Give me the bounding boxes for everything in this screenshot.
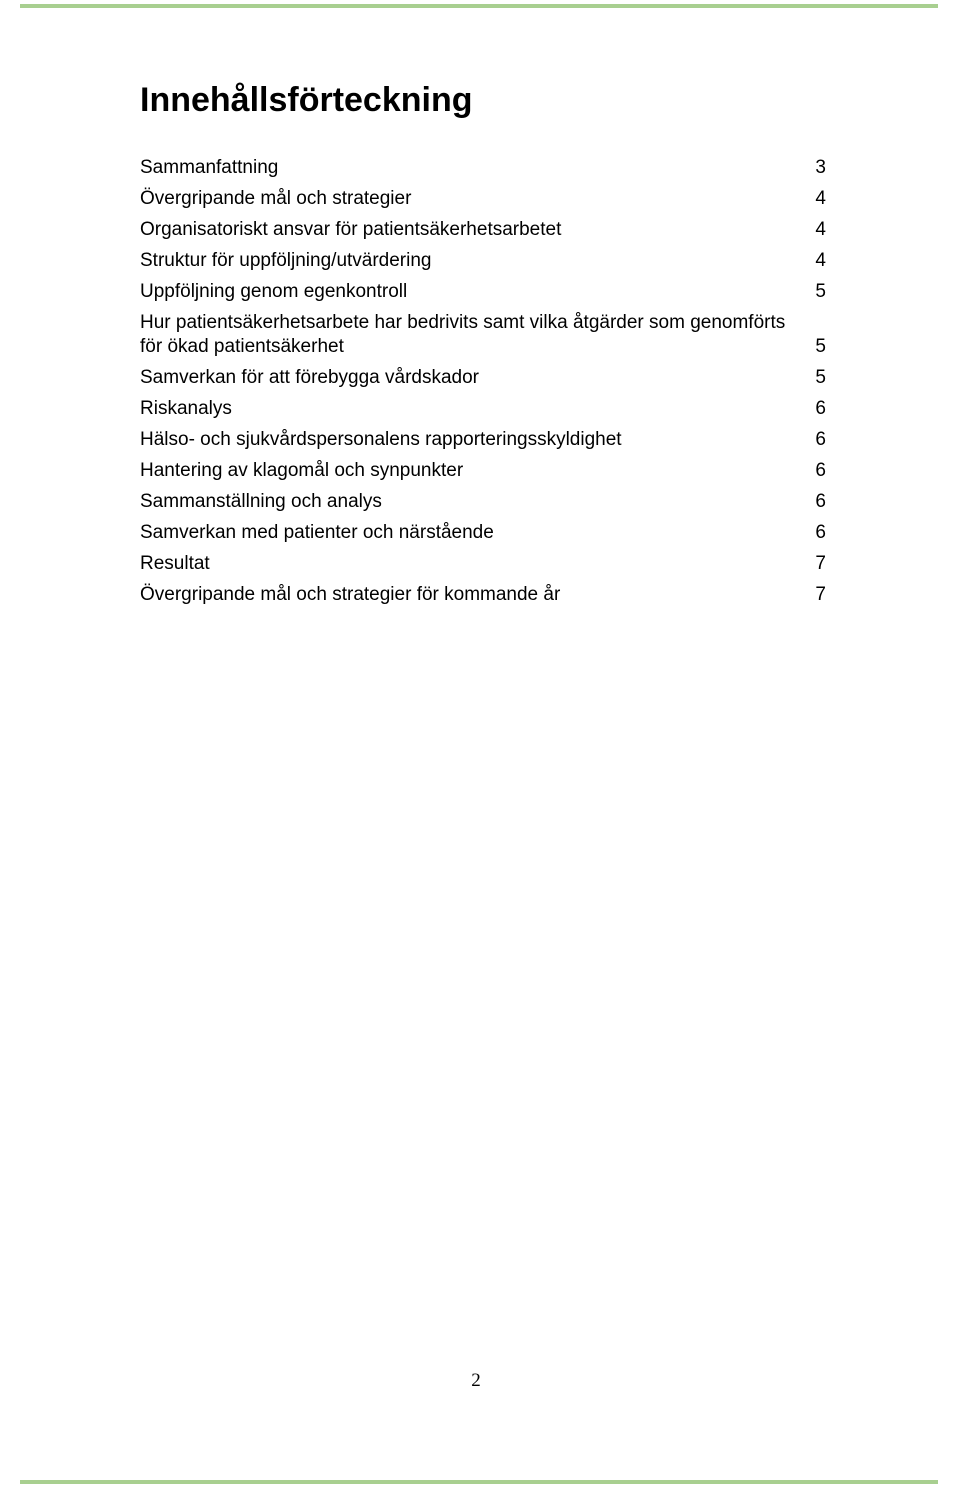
toc-entry-title: Sammanfattning <box>140 157 279 178</box>
toc-entry-title: Samverkan för att förebygga vårdskador <box>140 367 480 388</box>
toc-entry-title: Hur patientsäkerhetsarbete har bedrivits samt vilka åtgärder som genomförts för ökad patientsäkerhet <box>140 312 786 357</box>
toc-entry-title: Resultat <box>140 553 210 574</box>
toc-entry[interactable] <box>140 280 828 304</box>
toc-entry-title: Hälso- och sjukvårdspersonalens rapporteringsskyldighet <box>140 429 622 450</box>
toc-entry-title: Riskanalys <box>140 398 232 419</box>
toc-entry-title: Sammanställning och analys <box>140 491 382 512</box>
toc-entry[interactable] <box>140 583 828 607</box>
toc-entry[interactable] <box>140 218 828 242</box>
page-title: Innehållsförteckning <box>140 81 473 119</box>
toc-entry-page: 7 <box>815 553 826 574</box>
toc-entry[interactable] <box>140 156 828 180</box>
toc-entry-page: 5 <box>815 281 826 302</box>
bottom-divider <box>20 1480 938 1484</box>
toc-entry[interactable] <box>140 397 828 421</box>
toc-entry-page: 5 <box>815 336 826 357</box>
toc-entry-page: 6 <box>815 522 826 543</box>
toc-entry-title: Struktur för uppföljning/utvärdering <box>140 250 432 271</box>
top-divider <box>20 4 938 8</box>
toc-entry-page: 3 <box>815 157 826 178</box>
toc-entry-page: 5 <box>815 367 826 388</box>
toc-entry-page: 7 <box>815 584 826 605</box>
toc-entry[interactable] <box>140 521 828 545</box>
toc-entry[interactable] <box>140 490 828 514</box>
toc-entry-page: 6 <box>815 398 826 419</box>
toc-entry-title: Organisatoriskt ansvar för patientsäkerhetsarbetet <box>140 219 562 240</box>
toc-entry-page: 6 <box>815 491 826 512</box>
toc-entry-page: 4 <box>815 188 826 209</box>
toc-entry-page: 4 <box>815 250 826 271</box>
table-of-contents <box>140 156 828 614</box>
page-number: 2 <box>471 1370 481 1391</box>
toc-entry[interactable] <box>140 428 828 452</box>
toc-entry-title: Hantering av klagomål och synpunkter <box>140 460 464 481</box>
toc-entry-title: Övergripande mål och strategier <box>140 188 412 209</box>
toc-entry[interactable] <box>140 459 828 483</box>
toc-entry[interactable] <box>140 187 828 211</box>
toc-entry-page: 6 <box>815 429 826 450</box>
toc-entry-page: 4 <box>815 219 826 240</box>
toc-entry-title: Uppföljning genom egenkontroll <box>140 281 408 302</box>
toc-entry[interactable] <box>140 366 828 390</box>
toc-entry-title: Samverkan med patienter och närstående <box>140 522 494 543</box>
toc-entry-page: 6 <box>815 460 826 481</box>
toc-entry-title: Övergripande mål och strategier för kommande år <box>140 584 561 605</box>
toc-entry[interactable] <box>140 552 828 576</box>
toc-entry[interactable] <box>140 249 828 273</box>
toc-entry[interactable] <box>140 311 828 359</box>
